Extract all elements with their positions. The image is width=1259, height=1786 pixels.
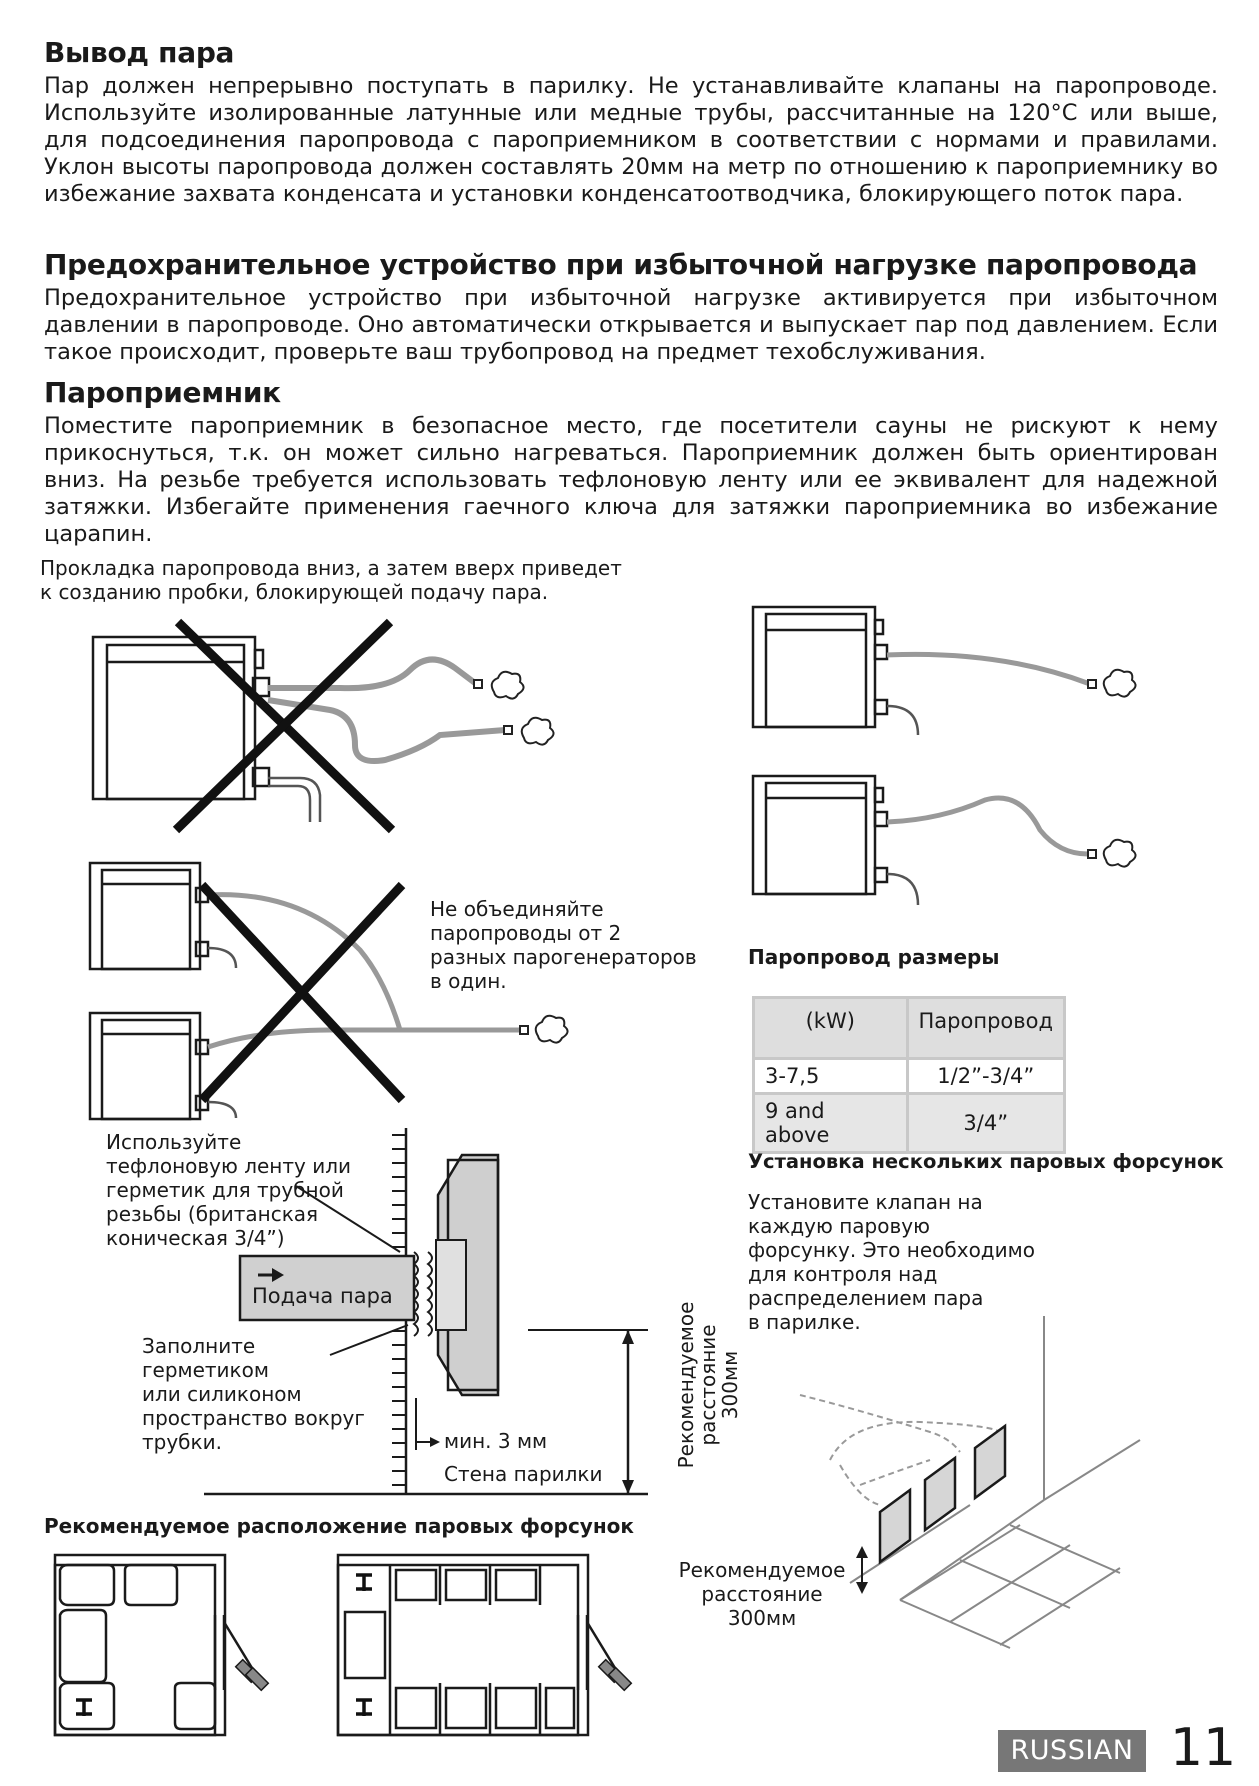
steam-generator-icon (753, 607, 887, 727)
wrong-cross-icon (202, 885, 402, 1100)
section-text-steam-head: Поместите пароприемник в безопасное место, где посетители сауны не рискуют к нему прикоснуться, т.к. он может сильно нагреваться. Пароприемник должен быть ориентирован вниз. На резьбе требуется использовать тефлоновую ленту или ее эквивалент для надежной затяжки. Избегайте применения гаечного ключа для затяжки пароприемника во избежание царапин. (44, 413, 1218, 547)
cell-pipe: 1/2”-3/4” (907, 1059, 1065, 1094)
multi-nozzle-text: Установите клапан на каждую паровую форсунку. Это необходимо для контроля над распределением пара в парилке. (748, 1190, 1035, 1334)
steam-head-icon (76, 1700, 92, 1716)
wrong-route-caption: Прокладка паропровода вниз, а затем вверх приведет к созданию пробки, блокирующей подачу пара. (40, 556, 622, 604)
section-text-steam-outlet: Пар должен непрерывно поступать в парилку. Не устанавливайте клапаны на паропроводе. Используйте изолированные латунные или медные трубы, рассчитанные на 120°C или выше, для подсоединения паропровода с пароприемником в соответствии с нормами и правилами. Уклон высоты паропровода должен составлять 20мм на метр по отношению к пароприемнику во избежание захвата конденсата и установки конденсатоотводчика, блокирующего поток пара. (44, 73, 1218, 207)
fill-caption: Заполните герметиком или силиконом пространство вокруг трубки. (142, 1334, 365, 1454)
header-kw: (kW) (754, 998, 908, 1059)
pipe-sizes-title: Паропровод размеры (748, 945, 1000, 969)
section-title-steam-head: Пароприемник (44, 376, 281, 409)
recommended-distance-vertical: Рекомендуемое расстояние 300мм (674, 1301, 742, 1469)
wrong-cross-icon (176, 622, 392, 830)
cell-kw: 3-7,5 (754, 1059, 908, 1094)
header-steam-pipe: Паропровод (907, 998, 1065, 1059)
teflon-caption: Используйте тефлоновую ленту или герметик для трубной резьбы (британская коническая 3/4”) (106, 1130, 351, 1250)
no-combine-caption: Не объединяйте паропроводы от 2 разных парогенераторов в один. (430, 897, 697, 993)
steam-generator-icon (90, 863, 208, 969)
multi-nozzle-title: Установка нескольких паровых форсунок (748, 1150, 1224, 1173)
section-title-safety-device: Предохранительное устройство при избыточной нагрузке паропровода (44, 248, 1198, 281)
nozzle-layout-title: Рекомендуемое расположение паровых форсунок (44, 1514, 634, 1538)
recommended-distance-floor: Рекомендуемое расстояние 300мм (678, 1558, 846, 1630)
page-number: 11 (1170, 1718, 1237, 1778)
language-badge: RUSSIAN (998, 1730, 1146, 1772)
section-title-steam-outlet: Вывод пара (44, 36, 235, 69)
sauna-wall-label: Стена парилки (444, 1462, 603, 1486)
steam-head-icon (880, 1426, 1005, 1562)
steam-supply-label: Подача пара (252, 1284, 393, 1308)
steam-generator-icon (93, 637, 269, 799)
steam-generator-icon (753, 776, 887, 894)
steam-generator-icon (90, 1013, 208, 1119)
section-text-safety-device: Предохранительное устройство при избыточной нагрузке активируется при избыточном давлении в паропроводе. Оно автоматически открывается и выпускает пар под давлением. Если такое происходит, проверьте ваш трубопровод на предмет техобслуживания. (44, 285, 1218, 365)
min-gap-label: мин. 3 мм (444, 1429, 548, 1453)
steam-head-icon (356, 1575, 372, 1716)
sauna-room-layout-2 (338, 1555, 615, 1735)
cell-kw: 9 and above (754, 1094, 908, 1153)
cell-pipe: 3/4” (907, 1094, 1065, 1153)
